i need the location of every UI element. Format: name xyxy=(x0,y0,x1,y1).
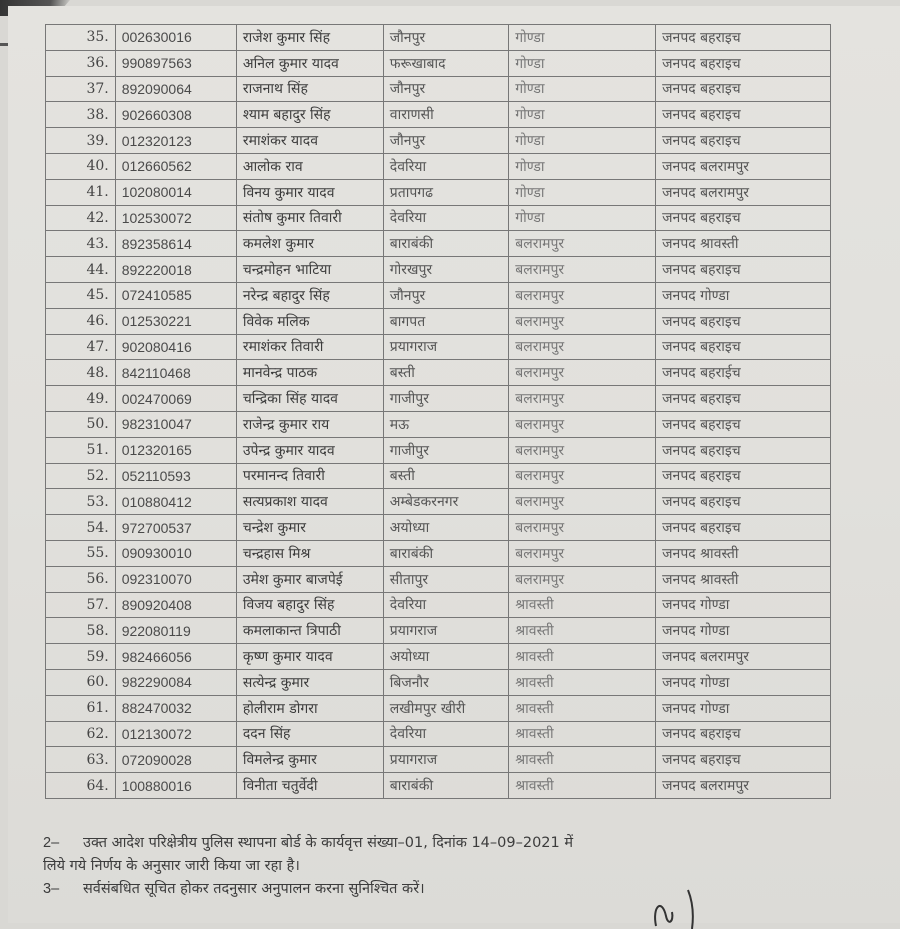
table-row xyxy=(46,128,831,154)
pno-number: 902660308 xyxy=(115,102,236,128)
note-number: 3– xyxy=(43,881,60,897)
current-posting: श्रावस्ती xyxy=(509,669,656,695)
pno-number: 890920408 xyxy=(115,592,236,618)
current-posting: बलरामपुर xyxy=(509,386,656,412)
home-district: वाराणसी xyxy=(383,102,508,128)
current-posting: गोण्डा xyxy=(509,25,656,51)
table-row xyxy=(46,50,831,76)
transferred-to: जनपद श्रावस्ती xyxy=(656,540,831,566)
current-posting: गोण्डा xyxy=(509,205,656,231)
employee-name: अनिल कुमार यादव xyxy=(236,50,383,76)
employee-name: राजेन्द्र कुमार राय xyxy=(236,411,383,437)
transferred-to: जनपद बहराइच xyxy=(656,334,831,360)
table-row xyxy=(46,489,831,515)
transferred-to: जनपद बहराइच xyxy=(656,386,831,412)
serial-number: 52. xyxy=(46,463,116,489)
table-row xyxy=(46,566,831,592)
serial-number: 55. xyxy=(46,540,116,566)
pno-number: 092310070 xyxy=(115,566,236,592)
note-text: उक्त आदेश परिक्षेत्रीय पुलिस स्थापना बोर्ड के कार्यवृत्त संख्या–01, दिनांक 14–09–2021 में xyxy=(83,835,574,851)
home-district: जौनपुर xyxy=(383,128,508,154)
pno-number: 892220018 xyxy=(115,257,236,283)
current-posting: बलरामपुर xyxy=(509,282,656,308)
transferred-to: जनपद बहराइच xyxy=(656,25,831,51)
table-row xyxy=(46,205,831,231)
table-row xyxy=(46,308,831,334)
table-row xyxy=(46,179,831,205)
current-posting: गोण्डा xyxy=(509,128,656,154)
employee-name: ददन सिंह xyxy=(236,721,383,747)
table-row xyxy=(46,360,831,386)
transferred-to: जनपद बहराइच xyxy=(656,489,831,515)
pno-number: 100880016 xyxy=(115,773,236,799)
table-row xyxy=(46,411,831,437)
serial-number: 61. xyxy=(46,695,116,721)
table-row xyxy=(46,515,831,541)
serial-number: 45. xyxy=(46,282,116,308)
employee-name: चन्द्रहास मिश्र xyxy=(236,540,383,566)
current-posting: गोण्डा xyxy=(509,50,656,76)
employee-name: रमाशंकर तिवारी xyxy=(236,334,383,360)
table-row xyxy=(46,592,831,618)
transferred-to: जनपद बहराइच xyxy=(656,721,831,747)
table-row xyxy=(46,282,831,308)
table-row xyxy=(46,773,831,799)
serial-number: 53. xyxy=(46,489,116,515)
note-text: सर्वसंबधित सूचित होकर तदनुसार अनुपालन करना सुनिश्चित करें। xyxy=(83,881,425,897)
employee-name: सत्येन्द्र कुमार xyxy=(236,669,383,695)
note-2 xyxy=(43,832,858,855)
home-district: देवरिया xyxy=(383,153,508,179)
serial-number: 56. xyxy=(46,566,116,592)
employee-name: विनय कुमार यादव xyxy=(236,179,383,205)
employee-name: आलोक राव xyxy=(236,153,383,179)
pno-number: 902080416 xyxy=(115,334,236,360)
pno-number: 012530221 xyxy=(115,308,236,334)
serial-number: 59. xyxy=(46,644,116,670)
transferred-to: जनपद गोण्डा xyxy=(656,282,831,308)
home-district: प्रतापगढ xyxy=(383,179,508,205)
employee-name: राजनाथ सिंह xyxy=(236,76,383,102)
transferred-to: जनपद बहराइच xyxy=(656,257,831,283)
transferred-to: जनपद श्रावस्ती xyxy=(656,231,831,257)
pno-number: 882470032 xyxy=(115,695,236,721)
transferred-to: जनपद गोण्डा xyxy=(656,669,831,695)
table-row xyxy=(46,618,831,644)
serial-number: 51. xyxy=(46,437,116,463)
serial-number: 46. xyxy=(46,308,116,334)
transferred-to: जनपद बलरामपुर xyxy=(656,179,831,205)
current-posting: बलरामपुर xyxy=(509,566,656,592)
employee-name: परमानन्द तिवारी xyxy=(236,463,383,489)
serial-number: 63. xyxy=(46,747,116,773)
home-district: बस्ती xyxy=(383,360,508,386)
current-posting: श्रावस्ती xyxy=(509,695,656,721)
home-district: जौनपुर xyxy=(383,282,508,308)
current-posting: बलरामपुर xyxy=(509,334,656,360)
current-posting: गोण्डा xyxy=(509,179,656,205)
pno-number: 892090064 xyxy=(115,76,236,102)
current-posting: बलरामपुर xyxy=(509,257,656,283)
serial-number: 48. xyxy=(46,360,116,386)
employee-name: विनीता चतुर्वेदी xyxy=(236,773,383,799)
transferred-to: जनपद बहराइच xyxy=(656,747,831,773)
transferred-to: जनपद गोण्डा xyxy=(656,695,831,721)
transferred-to: जनपद बहराइच xyxy=(656,411,831,437)
current-posting: श्रावस्ती xyxy=(509,747,656,773)
home-district: देवरिया xyxy=(383,205,508,231)
employee-name: उमेश कुमार बाजपेई xyxy=(236,566,383,592)
table-row xyxy=(46,695,831,721)
current-posting: श्रावस्ती xyxy=(509,618,656,644)
serial-number: 41. xyxy=(46,179,116,205)
home-district: फरूखाबाद xyxy=(383,50,508,76)
serial-number: 60. xyxy=(46,669,116,695)
pno-number: 002630016 xyxy=(115,25,236,51)
employee-name: मानवेन्द्र पाठक xyxy=(236,360,383,386)
home-district: बिजनौर xyxy=(383,669,508,695)
transferred-to: जनपद श्रावस्ती xyxy=(656,566,831,592)
table-row xyxy=(46,257,831,283)
current-posting: बलरामपुर xyxy=(509,540,656,566)
home-district: जौनपुर xyxy=(383,25,508,51)
current-posting: गोण्डा xyxy=(509,76,656,102)
employee-name: कमलाकान्त त्रिपाठी xyxy=(236,618,383,644)
pno-number: 990897563 xyxy=(115,50,236,76)
current-posting: बलरामपुर xyxy=(509,463,656,489)
table-row xyxy=(46,231,831,257)
pno-number: 982466056 xyxy=(115,644,236,670)
current-posting: बलरामपुर xyxy=(509,308,656,334)
pno-number: 012320123 xyxy=(115,128,236,154)
transferred-to: जनपद बहराइच xyxy=(656,76,831,102)
employee-name: रमाशंकर यादव xyxy=(236,128,383,154)
current-posting: गोण्डा xyxy=(509,153,656,179)
pno-number: 052110593 xyxy=(115,463,236,489)
employee-name: उपेन्द्र कुमार यादव xyxy=(236,437,383,463)
table-row xyxy=(46,386,831,412)
pno-number: 012660562 xyxy=(115,153,236,179)
table-row xyxy=(46,153,831,179)
serial-number: 35. xyxy=(46,25,116,51)
serial-number: 43. xyxy=(46,231,116,257)
table-row xyxy=(46,76,831,102)
employee-name: सत्यप्रकाश यादव xyxy=(236,489,383,515)
table-row xyxy=(46,437,831,463)
pno-number: 102080014 xyxy=(115,179,236,205)
home-district: प्रयागराज xyxy=(383,334,508,360)
table-row xyxy=(46,540,831,566)
document-page xyxy=(8,6,900,923)
home-district: बाराबंकी xyxy=(383,540,508,566)
serial-number: 40. xyxy=(46,153,116,179)
transferred-to: जनपद गोण्डा xyxy=(656,592,831,618)
home-district: गाजीपुर xyxy=(383,437,508,463)
serial-number: 38. xyxy=(46,102,116,128)
transferred-to: जनपद बहराइच xyxy=(656,50,831,76)
employee-name: चन्द्रेश कुमार xyxy=(236,515,383,541)
serial-number: 37. xyxy=(46,76,116,102)
transferred-to: जनपद बहराइच xyxy=(656,205,831,231)
home-district: लखीमपुर खीरी xyxy=(383,695,508,721)
table-row xyxy=(46,334,831,360)
table-row xyxy=(46,644,831,670)
current-posting: श्रावस्ती xyxy=(509,773,656,799)
serial-number: 47. xyxy=(46,334,116,360)
employee-name: होलीराम डोगरा xyxy=(236,695,383,721)
transfer-table xyxy=(45,24,831,799)
current-posting: गोण्डा xyxy=(509,102,656,128)
serial-number: 36. xyxy=(46,50,116,76)
pno-number: 892358614 xyxy=(115,231,236,257)
home-district: बाराबंकी xyxy=(383,773,508,799)
pno-number: 012130072 xyxy=(115,721,236,747)
home-district: अयोध्या xyxy=(383,515,508,541)
current-posting: बलरामपुर xyxy=(509,360,656,386)
pno-number: 102530072 xyxy=(115,205,236,231)
serial-number: 49. xyxy=(46,386,116,412)
current-posting: बलरामपुर xyxy=(509,515,656,541)
serial-number: 58. xyxy=(46,618,116,644)
pno-number: 072090028 xyxy=(115,747,236,773)
current-posting: श्रावस्ती xyxy=(509,721,656,747)
transferred-to: जनपद बहराइच xyxy=(656,437,831,463)
pno-number: 012320165 xyxy=(115,437,236,463)
home-district: अम्बेडकरनगर xyxy=(383,489,508,515)
home-district: अयोध्या xyxy=(383,644,508,670)
home-district: प्रयागराज xyxy=(383,747,508,773)
transferred-to: जनपद बहराइच xyxy=(656,128,831,154)
table-row xyxy=(46,102,831,128)
home-district: देवरिया xyxy=(383,592,508,618)
home-district: सीतापुर xyxy=(383,566,508,592)
home-district: गोरखपुर xyxy=(383,257,508,283)
serial-number: 39. xyxy=(46,128,116,154)
home-district: बागपत xyxy=(383,308,508,334)
transferred-to: जनपद बलरामपुर xyxy=(656,773,831,799)
current-posting: श्रावस्ती xyxy=(509,592,656,618)
home-district: गाजीपुर xyxy=(383,386,508,412)
serial-number: 57. xyxy=(46,592,116,618)
home-district: मऊ xyxy=(383,411,508,437)
pno-number: 002470069 xyxy=(115,386,236,412)
pno-number: 072410585 xyxy=(115,282,236,308)
employee-name: विवेक मलिक xyxy=(236,308,383,334)
transferred-to: जनपद बलरामपुर xyxy=(656,644,831,670)
serial-number: 42. xyxy=(46,205,116,231)
current-posting: बलरामपुर xyxy=(509,437,656,463)
transferred-to: जनपद बहराइच xyxy=(656,463,831,489)
pno-number: 090930010 xyxy=(115,540,236,566)
serial-number: 44. xyxy=(46,257,116,283)
note-2-continued: लिये गये निर्णय के अनुसार जारी किया जा रहा है। xyxy=(43,858,300,874)
current-posting: बलरामपुर xyxy=(509,411,656,437)
current-posting: बलरामपुर xyxy=(509,231,656,257)
employee-name: श्याम बहादुर सिंह xyxy=(236,102,383,128)
serial-number: 54. xyxy=(46,515,116,541)
serial-number: 50. xyxy=(46,411,116,437)
note-number: 2– xyxy=(43,835,60,851)
employee-name: कमलेश कुमार xyxy=(236,231,383,257)
pno-number: 922080119 xyxy=(115,618,236,644)
pno-number: 842110468 xyxy=(115,360,236,386)
current-posting: श्रावस्ती xyxy=(509,644,656,670)
home-district: बस्ती xyxy=(383,463,508,489)
table-row xyxy=(46,669,831,695)
table-row xyxy=(46,463,831,489)
serial-number: 62. xyxy=(46,721,116,747)
transferred-to: जनपद बहराइच xyxy=(656,102,831,128)
transferred-to: जनपद बहराईच xyxy=(656,360,831,386)
current-posting: बलरामपुर xyxy=(509,489,656,515)
home-district: बाराबंकी xyxy=(383,231,508,257)
home-district: प्रयागराज xyxy=(383,618,508,644)
transferred-to: जनपद गोण्डा xyxy=(656,618,831,644)
pno-number: 010880412 xyxy=(115,489,236,515)
employee-name: नरेन्द्र बहादुर सिंह xyxy=(236,282,383,308)
employee-name: चन्द्रिका सिंह यादव xyxy=(236,386,383,412)
employee-name: विमलेन्द्र कुमार xyxy=(236,747,383,773)
employee-name: कृष्ण कुमार यादव xyxy=(236,644,383,670)
pno-number: 972700537 xyxy=(115,515,236,541)
transferred-to: जनपद बहराइच xyxy=(656,515,831,541)
table-row xyxy=(46,721,831,747)
employee-name: विजय बहादुर सिंह xyxy=(236,592,383,618)
transferred-to: जनपद बलरामपुर xyxy=(656,153,831,179)
employee-name: संतोष कुमार तिवारी xyxy=(236,205,383,231)
employee-name: चन्द्रमोहन भाटिया xyxy=(236,257,383,283)
employee-name: राजेश कुमार सिंह xyxy=(236,25,383,51)
serial-number: 64. xyxy=(46,773,116,799)
table-row xyxy=(46,747,831,773)
pno-number: 982290084 xyxy=(115,669,236,695)
home-district: जौनपुर xyxy=(383,76,508,102)
home-district: देवरिया xyxy=(383,721,508,747)
table-row xyxy=(46,25,831,51)
pno-number: 982310047 xyxy=(115,411,236,437)
note-3 xyxy=(43,878,858,901)
notes-section xyxy=(43,832,858,901)
transferred-to: जनपद बहराइच xyxy=(656,308,831,334)
